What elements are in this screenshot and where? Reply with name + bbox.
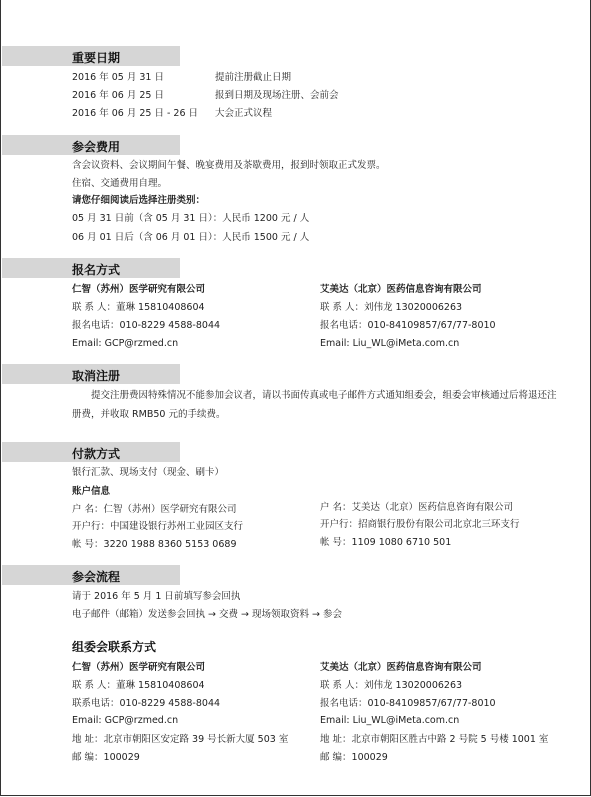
committee-right-postcode: 邮 编：100029: [320, 752, 388, 763]
committee-right-address: 地 址：北京市朝阳区胜古中路 2 号院 5 号楼 1001 室: [320, 734, 549, 745]
date-row-2-date: 2016 年 06 月 25 日: [72, 90, 164, 101]
section-title-cancellation: 取消注册: [72, 369, 121, 383]
section-title-important-dates: 重要日期: [72, 51, 121, 65]
date-row-3-event: 大会正式议程: [215, 108, 273, 119]
payment-right-name: 户 名：艾美达（北京）医药信息咨询有限公司: [320, 502, 514, 513]
date-row-1-date: 2016 年 05 月 31 日: [72, 72, 164, 83]
payment-right-account: 帐 号：1109 1080 6710 501: [320, 537, 452, 548]
section-header-process: [2, 565, 180, 585]
section-header-registration: [2, 258, 180, 278]
committee-right-phone: 报名电话：010-84109857/67/77-8010: [320, 698, 496, 709]
committee-left-email[interactable]: Email: GCP@rzmed.cn: [72, 715, 179, 726]
section-header-cancellation: [2, 364, 180, 384]
fees-includes: 含会议资料、会议期间午餐、晚宴费用及茶歇费用，报到时领取正式发票。: [72, 160, 386, 171]
payment-account-label: 账户信息: [72, 486, 111, 497]
fees-option-late: 06 月 01 日后（含 06 月 01 日）：人民币 1500 元 / 人: [72, 232, 310, 243]
process-deadline: 请于 2016 年 5 月 1 日前填写参会回执: [72, 591, 241, 602]
fees-option-early: 05 月 31 日前（含 05 月 31 日）：人民币 1200 元 / 人: [72, 213, 310, 224]
reg-right-phone: 报名电话：010-84109857/67/77-8010: [320, 320, 496, 331]
section-header-payment: [2, 442, 180, 462]
committee-left-company: 仁智（苏州）医学研究有限公司: [72, 662, 206, 673]
payment-left-name: 户 名：仁智（苏州）医学研究有限公司: [72, 504, 237, 515]
date-row-1-event: 提前注册截止日期: [215, 72, 292, 83]
payment-left-account: 帐 号：3220 1988 8360 5153 0689: [72, 539, 237, 550]
committee-right-company: 艾美达（北京）医药信息咨询有限公司: [320, 662, 482, 673]
payment-methods: 银行汇款、现场支付（现金、刷卡）: [72, 467, 225, 478]
reg-right-email[interactable]: Email: Liu_WL@iMeta.com.cn: [320, 338, 460, 349]
date-row-3-date: 2016 年 06 月 25 日 - 26 日: [72, 108, 199, 119]
payment-left-bank: 开户行：中国建设银行苏州工业园区支行: [72, 521, 244, 532]
committee-left-postcode: 邮 编：100029: [72, 752, 140, 763]
cancellation-text: 提交注册费因特殊情况不能参加会议者，请以书面传真或电子邮件方式通知组委会，组委会审核通过后将退还注册费，并收取 RMB50 元的手续费。: [72, 390, 557, 420]
section-title-registration: 报名方式: [72, 263, 121, 277]
reg-left-contact: 联 系 人：董琳 15810408604: [72, 302, 205, 313]
section-header-important-dates: [2, 46, 180, 66]
reg-right-company: 艾美达（北京）医药信息咨询有限公司: [320, 284, 482, 295]
section-title-process: 参会流程: [72, 570, 121, 584]
section-title-payment: 付款方式: [72, 447, 121, 461]
reg-left-company: 仁智（苏州）医学研究有限公司: [72, 284, 206, 295]
committee-left-contact: 联 系 人：董琳 15810408604: [72, 680, 205, 691]
reg-left-phone: 报名电话：010-8229 4588-8044: [72, 320, 221, 331]
section-title-fees: 参会费用: [72, 140, 121, 154]
committee-left-phone: 联系电话：010-8229 4588-8044: [72, 698, 221, 709]
section-header-fees: [2, 135, 180, 155]
committee-right-email[interactable]: Email: Liu_WL@iMeta.com.cn: [320, 715, 460, 726]
process-steps: 电子邮件（邮箱）发送参会回执 → 交费 → 现场领取资料 → 参会: [72, 609, 342, 620]
section-title-committee: 组委会联系方式: [72, 640, 157, 654]
fees-note: 请您仔细阅读后选择注册类别：: [72, 195, 206, 206]
reg-right-contact: 联 系 人：刘伟龙 13020006263: [320, 302, 463, 313]
payment-right-bank: 开户行：招商银行股份有限公司北京北三环支行: [320, 519, 520, 530]
date-row-2-event: 报到日期及现场注册、会前会: [215, 90, 339, 101]
reg-left-email[interactable]: Email: GCP@rzmed.cn: [72, 338, 179, 349]
committee-left-address: 地 址：北京市朝阳区安定路 39 号长新大厦 503 室: [72, 734, 289, 745]
fees-self-paid: 住宿、交通费用自理。: [72, 178, 168, 189]
committee-right-contact: 联 系 人：刘伟龙 13020006263: [320, 680, 463, 691]
